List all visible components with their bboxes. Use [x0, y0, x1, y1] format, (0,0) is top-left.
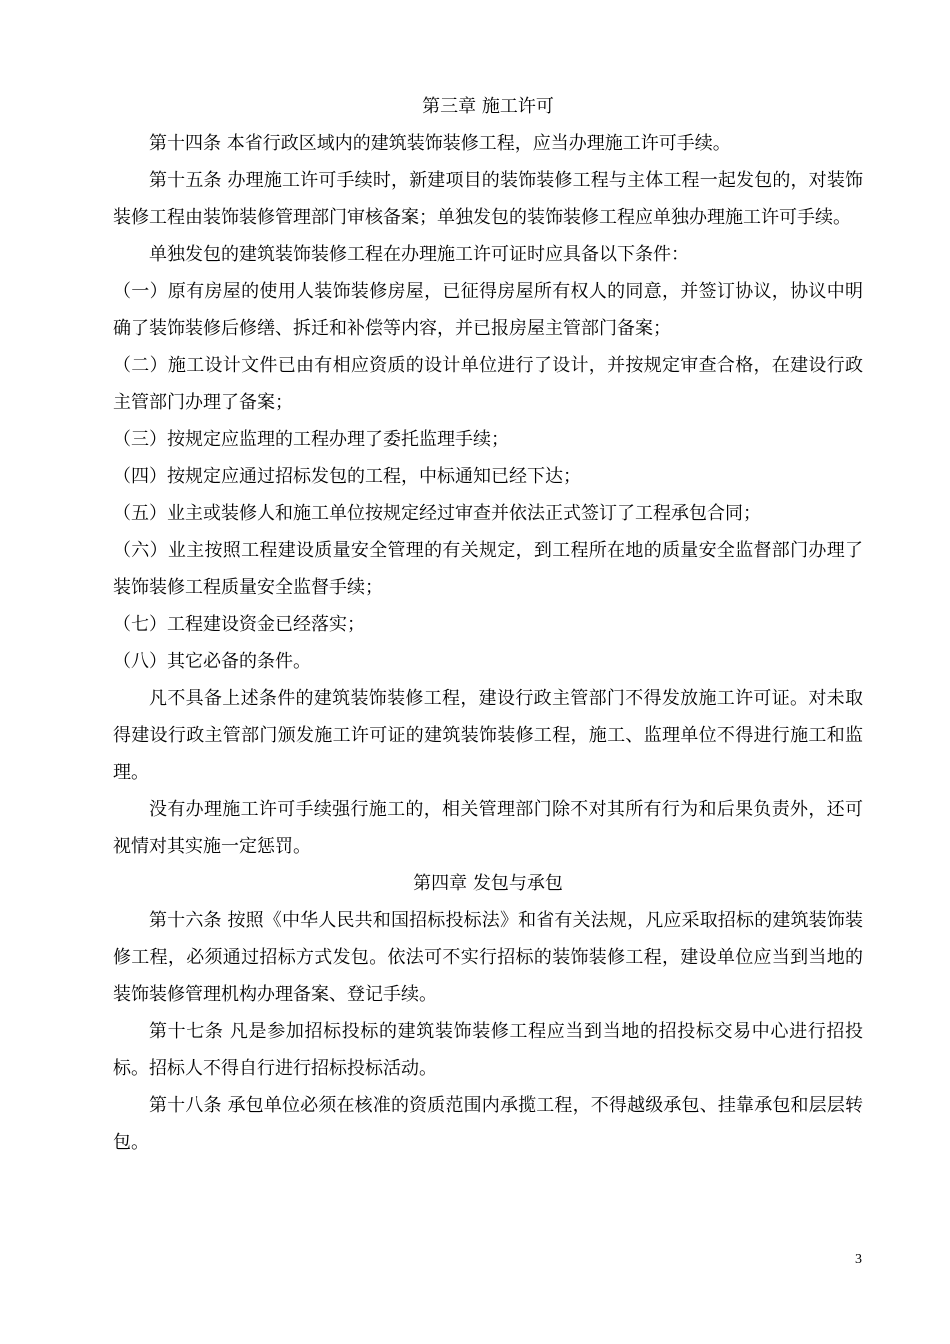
conditions-intro: 单独发包的建筑装饰装修工程在办理施工许可证时应具备以下条件： — [149, 244, 689, 265]
condition-item: （二）施工设计文件已由有相应资质的设计单位进行了设计，并按规定审查合格，在建设行政主管部门办理了备案； — [113, 355, 863, 413]
article-18: 第十八条 承包单位必须在核准的资质范围内承揽工程，不得越级承包、挂靠承包和层层转包。 — [113, 1095, 863, 1153]
page-number: 3 — [855, 1252, 862, 1267]
condition-item: （八）其它必备的条件。 — [113, 651, 311, 672]
condition-item: （六）业主按照工程建设质量安全管理的有关规定，到工程所在地的质量安全监督部门办理了装饰装修工程质量安全监督手续； — [113, 540, 863, 598]
article-14: 第十四条 本省行政区域内的建筑装饰装修工程，应当办理施工许可手续。 — [149, 133, 731, 154]
article-16: 第十六条 按照《中华人民共和国招标投标法》和省有关法规，凡应采取招标的建筑装饰装修工程，必须通过招标方式发包。依法可不实行招标的装饰装修工程，建设单位应当到当地的装饰装修管理机构办理备案、登记手续。 — [113, 910, 863, 1005]
condition-item: （三）按规定应监理的工程办理了委托监理手续； — [113, 429, 509, 450]
condition-item: （四）按规定应通过招标发包的工程，中标通知已经下达； — [113, 466, 581, 487]
chapter-4-heading: 第四章 发包与承包 — [413, 873, 563, 894]
condition-item: （七）工程建设资金已经落实； — [113, 614, 365, 635]
paragraph-no-permit: 凡不具备上述条件的建筑装饰装修工程，建设行政主管部门不得发放施工许可证。对未取得建设行政主管部门颁发施工许可证的建筑装饰装修工程，施工、监理单位不得进行施工和监理。 — [113, 688, 863, 783]
article-17: 第十七条 凡是参加招标投标的建筑装饰装修工程应当到当地的招投标交易中心进行招投标。招标人不得自行进行招标投标活动。 — [113, 1021, 863, 1079]
article-15: 第十五条 办理施工许可手续时，新建项目的装饰装修工程与主体工程一起发包的，对装饰装修工程由装饰装修管理部门审核备案；单独发包的装饰装修工程应单独办理施工许可手续。 — [113, 170, 863, 228]
condition-item: （一）原有房屋的使用人装饰装修房屋，已征得房屋所有权人的同意，并签订协议，协议中明确了装饰装修后修缮、拆迁和补偿等内容，并已报房屋主管部门备案； — [113, 281, 863, 339]
condition-item: （五）业主或装修人和施工单位按规定经过审查并依法正式签订了工程承包合同； — [113, 503, 761, 524]
document-body — [113, 88, 863, 1161]
paragraph-penalty: 没有办理施工许可手续强行施工的，相关管理部门除不对其所有行为和后果负责外，还可视情对其实施一定惩罚。 — [113, 799, 863, 857]
chapter-3-heading: 第三章 施工许可 — [422, 96, 554, 117]
